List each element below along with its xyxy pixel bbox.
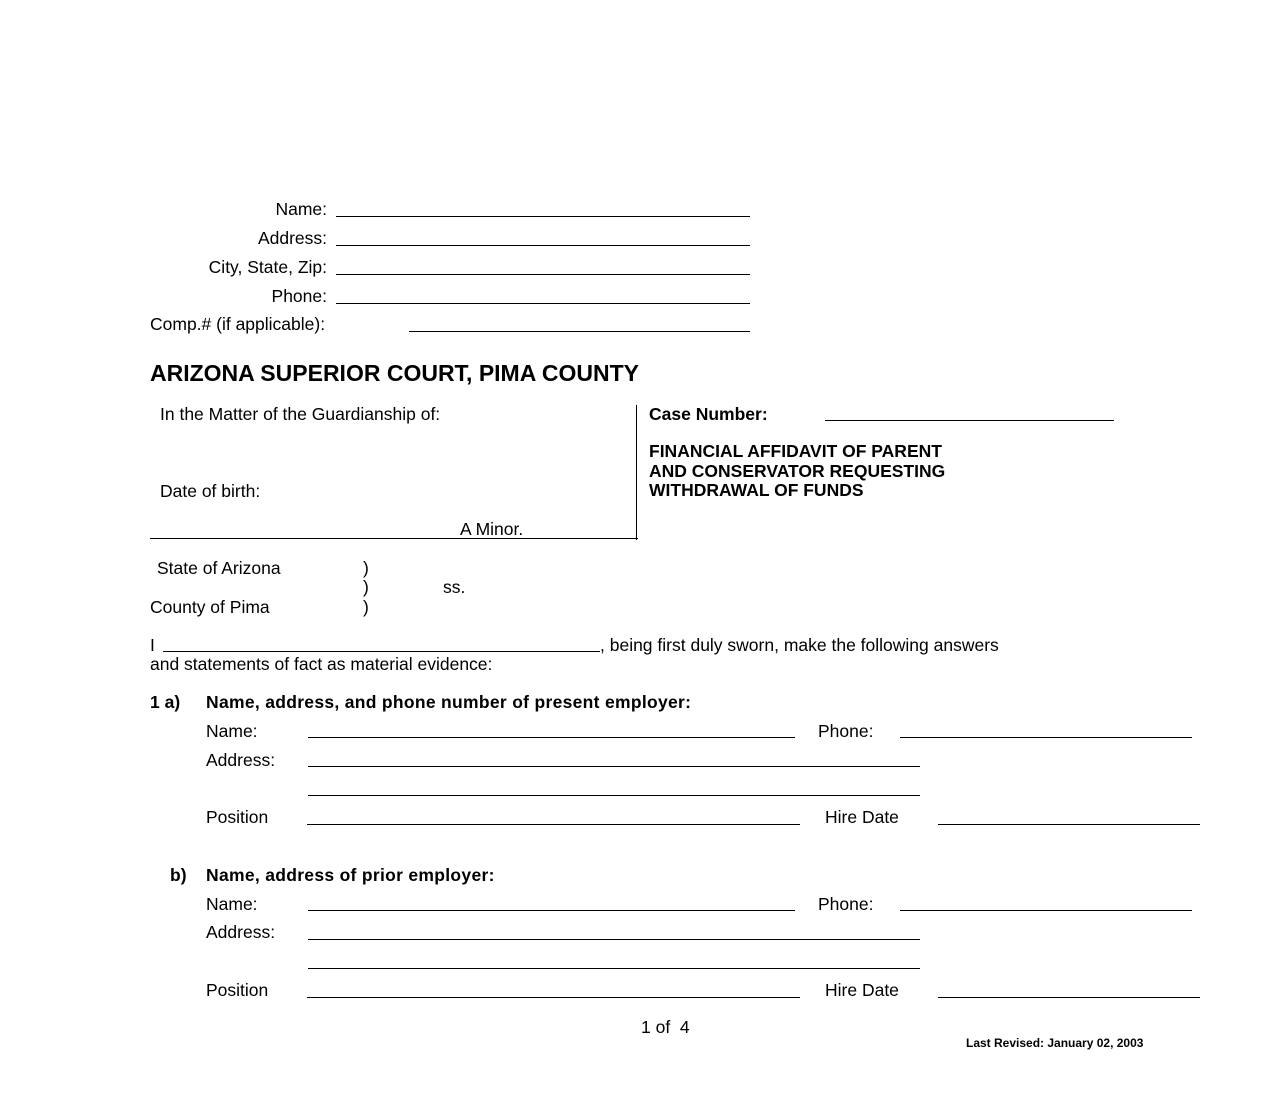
prior-employer-address-label: Address: [206,922,276,942]
prior-employer-address-field-2[interactable] [308,968,920,969]
document-title-line: WITHDRAWAL OF FUNDS [649,480,864,500]
document-title-line: AND CONSERVATOR REQUESTING [649,460,946,481]
prior-employer-phone-label: Phone: [818,894,874,914]
section-a-number: 1 a) [150,692,181,712]
caption-bottom-rule [150,538,638,539]
venue-ss: ss. [443,577,466,597]
employer-name-label: Name: [206,721,258,741]
venue-paren: ) [363,558,369,578]
employer-phone-label: Phone: [818,721,874,741]
phone-label: Phone: [271,286,327,306]
venue-paren: ) [363,597,369,617]
oath-prefix: I [150,635,155,655]
case-number-label: Case Number: [649,404,768,424]
prior-employer-name-field[interactable] [308,910,795,911]
venue-county: County of Pima [150,597,270,617]
employer-position-label: Position [206,807,269,827]
prior-employer-phone-field[interactable] [900,910,1192,911]
matter-label: In the Matter of the Guardianship of: [160,404,441,424]
address-label: Address: [257,228,327,248]
prior-employer-position-field[interactable] [307,997,800,998]
employer-position-field[interactable] [307,824,800,825]
oath-text-2: and statements of fact as material evidence: [150,654,493,674]
oath-text: , being first duly sworn, make the following answers [600,635,999,655]
employer-hire-date-field[interactable] [938,824,1200,825]
document-title-line: FINANCIAL AFFIDAVIT OF PARENT [649,441,942,461]
employer-address-field[interactable] [308,766,920,767]
name-label: Name: [275,199,327,219]
venue-state: State of Arizona [157,558,281,578]
court-title: ARIZONA SUPERIOR COURT, PIMA COUNTY [150,360,639,386]
minor-label: A Minor. [460,519,524,539]
last-revised: Last Revised: January 02, 2003 [966,1036,1144,1050]
employer-address-field-2[interactable] [308,795,920,796]
prior-employer-name-label: Name: [206,894,258,914]
address-field[interactable] [336,245,750,246]
employer-hire-date-label: Hire Date [825,807,899,827]
prior-employer-address-field[interactable] [308,939,920,940]
prior-employer-hire-date-label: Hire Date [825,980,899,1000]
city-state-zip-label: City, State, Zip: [208,257,327,277]
name-field[interactable] [336,216,750,217]
employer-name-field[interactable] [308,737,795,738]
city-state-zip-field[interactable] [336,274,750,275]
employer-address-label: Address: [206,750,276,770]
page-number: 1 of 4 [641,1017,690,1037]
comp-number-field[interactable] [409,331,750,332]
section-b-number: b) [170,865,187,885]
employer-phone-field[interactable] [900,737,1192,738]
section-a-heading: Name, address, and phone number of present employer: [206,692,692,712]
document-title [649,442,945,501]
phone-field[interactable] [336,303,750,304]
prior-employer-position-label: Position [206,980,269,1000]
dob-label: Date of birth: [160,481,261,501]
caption-divider [636,405,637,540]
section-b-heading: Name, address of prior employer: [206,865,495,885]
affiant-name-field[interactable] [163,651,600,652]
case-number-field[interactable] [825,420,1114,421]
venue-paren: ) [363,577,369,597]
comp-number-label: Comp.# (if applicable): [150,314,326,334]
prior-employer-hire-date-field[interactable] [938,997,1200,998]
